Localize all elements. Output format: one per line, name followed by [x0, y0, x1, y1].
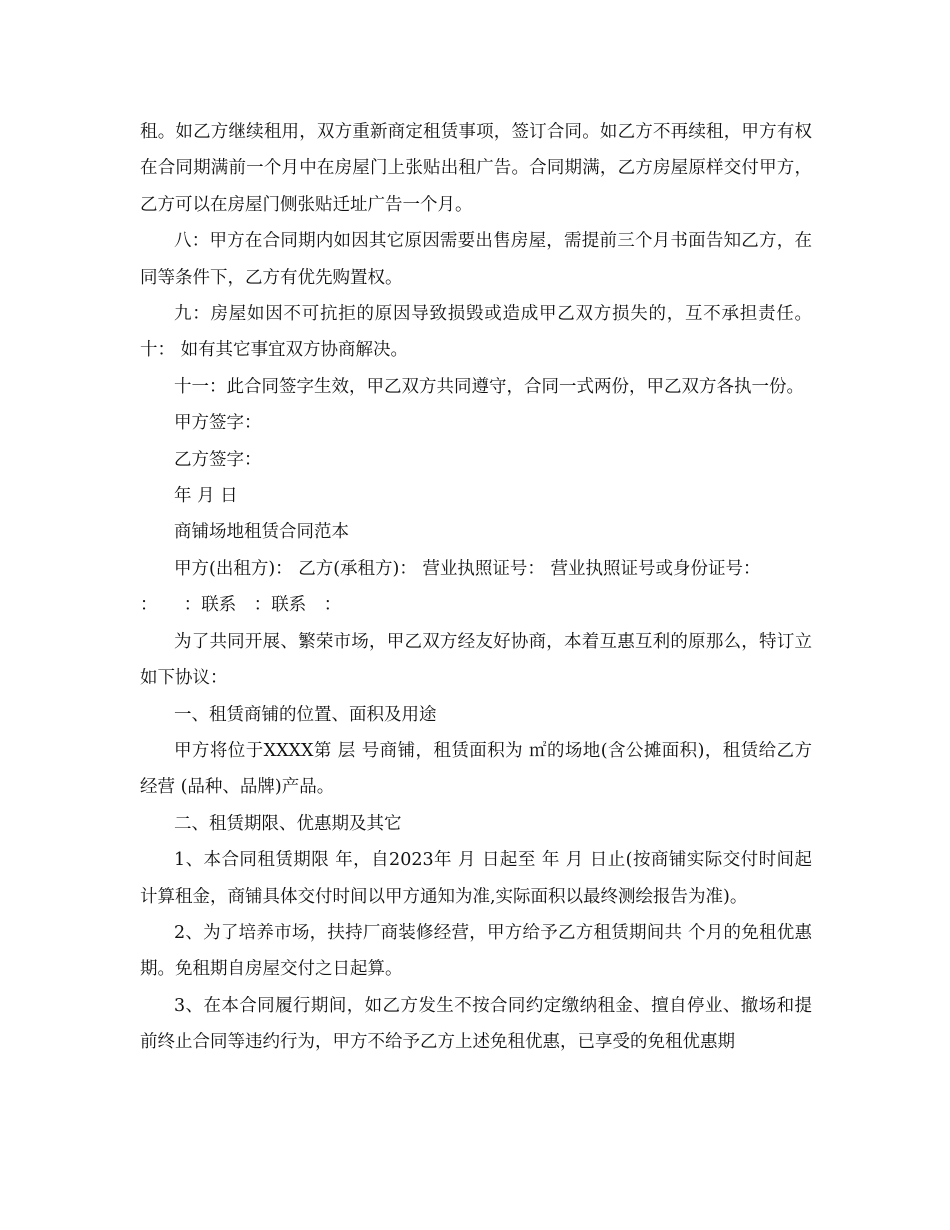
- paragraph-clause-9-10: 九：房屋如因不可抗拒的原因导致损毁或造成甲乙双方损失的，互不承担责任。 十： 如有其它事宜双方协商解决。: [140, 304, 812, 361]
- party-a-signature-line: 甲方签字：: [174, 413, 262, 434]
- paragraph-term-1: 1、本合同租赁期限 年，自2023年 月 日起至 年 月 日止(按商铺实际交付时间起计算租金，商铺具体交付时间以甲方通知为准,实际面积以最终测绘报告为准)。: [140, 850, 812, 907]
- paragraph-term-2: 2、为了培养市场，扶持厂商装修经营，甲方给予乙方租赁期间共 个月的免租优惠期。免租期自房屋交付之日起算。: [140, 922, 812, 980]
- contact-info-line: ： ：联系 ：联系 ：: [140, 595, 342, 616]
- section-heading-location: 一、租赁商铺的位置、面积及用途: [174, 704, 437, 725]
- paragraph-clause-11: 十一：此合同签字生效，甲乙双方共同遵守，合同一式两份，甲乙双方各执一份。: [174, 376, 804, 397]
- document-body: [140, 114, 812, 1061]
- paragraph-term-3: 3、在本合同履行期间，如乙方发生不按合同约定缴纳租金、擅自停业、撤场和提前终止合同等违约行为，甲方不给予乙方上述免租优惠，已享受的免租优惠期: [140, 995, 812, 1053]
- parties-info-line: 甲方(出租方)： 乙方(承租方)： 营业执照证号： 营业执照证号或身份证号：: [174, 558, 761, 579]
- party-b-signature-line: 乙方签字：: [174, 449, 262, 470]
- paragraph-preamble: 为了共同开展、繁荣市场，甲乙双方经友好协商，本着互惠互利的原那么，特订立如下协议：: [140, 631, 812, 689]
- date-line: 年 月 日: [174, 486, 238, 507]
- paragraph-lease-renewal: 租。如乙方继续租用，双方重新商定租赁事项，签订合同。如乙方不再续租，甲方有权在合同期满前一个月中在房屋门上张贴出租广告。合同期满，乙方房屋原样交付甲方，乙方可以在房屋门侧张贴迁址广告一个月。: [140, 122, 812, 215]
- section-heading-term: 二、租赁期限、优惠期及其它: [174, 813, 402, 834]
- paragraph-clause-8: 八：甲方在合同期内如因其它原因需要出售房屋，需提前三个月书面告知乙方，在同等条件下，乙方有优先购置权。: [140, 231, 812, 288]
- contract-title: 商铺场地租赁合同范本: [174, 522, 349, 543]
- paragraph-shop-location: 甲方将位于XXXX第 层 号商铺，租赁面积为 ㎡的场地(含公摊面积)，租赁给乙方经营 (品种、品牌)产品。: [140, 740, 812, 798]
